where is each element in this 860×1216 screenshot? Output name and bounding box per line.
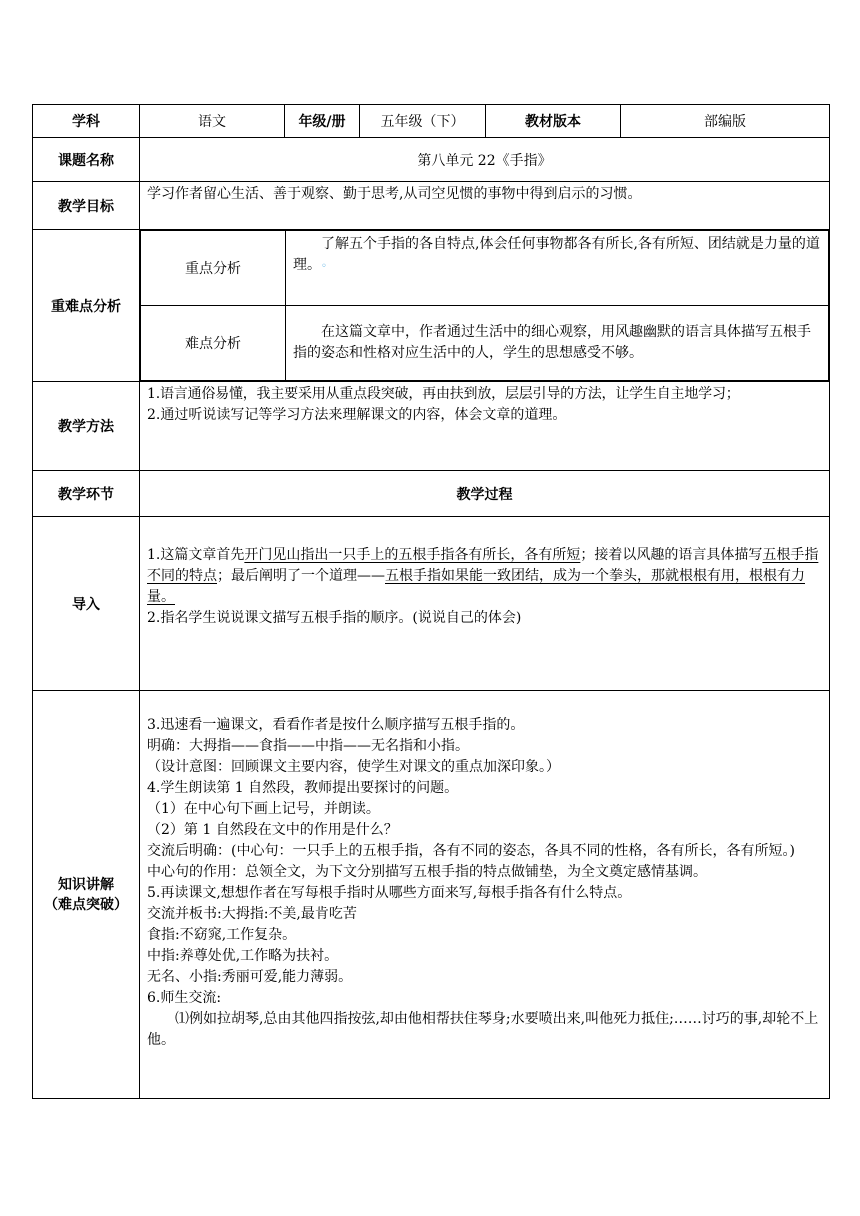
knowledge-line: 交流后明确：(中心句：一只手上的五根手指，各有不同的姿态，各具不同的性格，各有所长，各有所短。) — [147, 843, 795, 859]
process-stage-label: 教学环节 — [33, 471, 140, 517]
knowledge-line: （1）在中心句下画上记号，并朗读。 — [147, 801, 380, 817]
goal-label: 教学目标 — [33, 182, 140, 230]
topic-label: 课题名称 — [33, 138, 140, 182]
knowledge-line: 5.再读课文,想想作者在写每根手指时从哪些方面来写,每根手指各有什么特点。 — [147, 885, 632, 901]
intro-paragraph-2: 2.指名学生说说课文描写五根手指的顺序。(说说自己的体会) — [147, 610, 522, 626]
knowledge-line: 4.学生朗读第 1 自然段，教师提出要探讨的问题。 — [147, 780, 459, 796]
difficult-analysis-text: 在这篇文章中，作者通过生活中的细心观察，用风趣幽默的语言具体描写五根手指的姿态和性格对应生活中的人，学生的思想感受不够。 — [293, 324, 811, 361]
subject-label: 学科 — [33, 105, 140, 138]
method-row — [33, 382, 830, 471]
knowledge-line: 食指:不窈窕,工作复杂。 — [147, 927, 297, 943]
goal-cell — [140, 182, 830, 230]
goal-text: 学习作者留心生活、善于观察、勤于思考,从司空见惯的事物中得到启示的习惯。 — [147, 186, 642, 202]
key-analysis-label: 重点分析 — [141, 231, 286, 306]
analysis-cell — [140, 230, 830, 382]
difficult-analysis-label: 难点分析 — [141, 306, 286, 381]
grade-value: 五年级（下） — [360, 105, 486, 138]
knowledge-label: 知识讲解 （难点突破） — [33, 691, 140, 1099]
process-title: 教学过程 — [140, 471, 830, 517]
intro-row — [33, 517, 830, 691]
subject-value: 语文 — [140, 105, 285, 138]
header-row — [33, 105, 830, 138]
knowledge-line: 交流并板书:大拇指:不美,最肯吃苦 — [147, 906, 357, 922]
knowledge-row — [33, 691, 830, 1099]
knowledge-line: （设计意图：回顾课文主要内容，使学生对课文的重点加深印象。） — [147, 759, 560, 775]
knowledge-example: ⑴例如拉胡琴,总由其他四指按弦,却由他相帮扶住琴身;水要喷出来,叫他死力抵住;……讨巧的事,却轮不上他。 — [147, 1011, 819, 1048]
knowledge-line: （2）第 1 自然段在文中的作用是什么？ — [147, 822, 398, 838]
method-label: 教学方法 — [33, 382, 140, 471]
intro-cell — [140, 517, 830, 691]
text-cursor-icon: ◦ — [321, 261, 327, 272]
goal-row — [33, 182, 830, 230]
process-header-row — [33, 471, 830, 517]
knowledge-line: 3.迅速看一遍课文，看看作者是按什么顺序描写五根手指的。 — [147, 717, 525, 733]
key-analysis-text: 了解五个手指的各自特点,体会任何事物都各有所长,各有所短、团结就是力量的道理。 — [293, 236, 820, 273]
grade-label: 年级/册 — [285, 105, 360, 138]
knowledge-line: 中心句的作用：总领全文，为下文分别描写五根手指的特点做铺垫，为全文奠定感情基调。 — [147, 864, 707, 880]
edition-label: 教材版本 — [486, 105, 621, 138]
topic-row — [33, 138, 830, 182]
intro-paragraph-1: 1.这篇文章首先开门见山指出一只手上的五根手指各有所长，各有所短；接着以风趣的语言具体描写五根手指不同的特点；最后阐明了一个道理——五根手指如果能一致团结，成为一个拳头，那就根根有用，根根有力量。 — [147, 547, 819, 605]
knowledge-cell — [140, 691, 830, 1099]
knowledge-line: 明确：大拇指——食指——中指——无名指和小指。 — [147, 738, 469, 754]
knowledge-line: 中指:养尊处优,工作略为扶衬。 — [147, 948, 339, 964]
analysis-subtable — [140, 230, 829, 381]
knowledge-line: 6.师生交流: — [147, 990, 222, 1006]
method-item-2: 2.通过听说读写记等学习方法来理解课文的内容，体会文章的道理。 — [147, 407, 567, 423]
knowledge-line: 无名、小指:秀丽可爱,能力薄弱。 — [147, 969, 353, 985]
lesson-plan-table — [32, 104, 830, 1099]
method-cell — [140, 382, 830, 471]
topic-value: 第八单元 22《手指》 — [140, 138, 830, 182]
method-item-1: 1.语言通俗易懂，我主要采用从重点段突破，再由扶到放，层层引导的方法，让学生自主地学习； — [147, 386, 740, 402]
difficult-analysis-cell — [286, 306, 829, 381]
edition-value: 部编版 — [621, 105, 830, 138]
analysis-label: 重难点分析 — [33, 230, 140, 382]
intro-label: 导入 — [33, 517, 140, 691]
analysis-row — [33, 230, 830, 382]
key-analysis-cell — [286, 231, 829, 306]
